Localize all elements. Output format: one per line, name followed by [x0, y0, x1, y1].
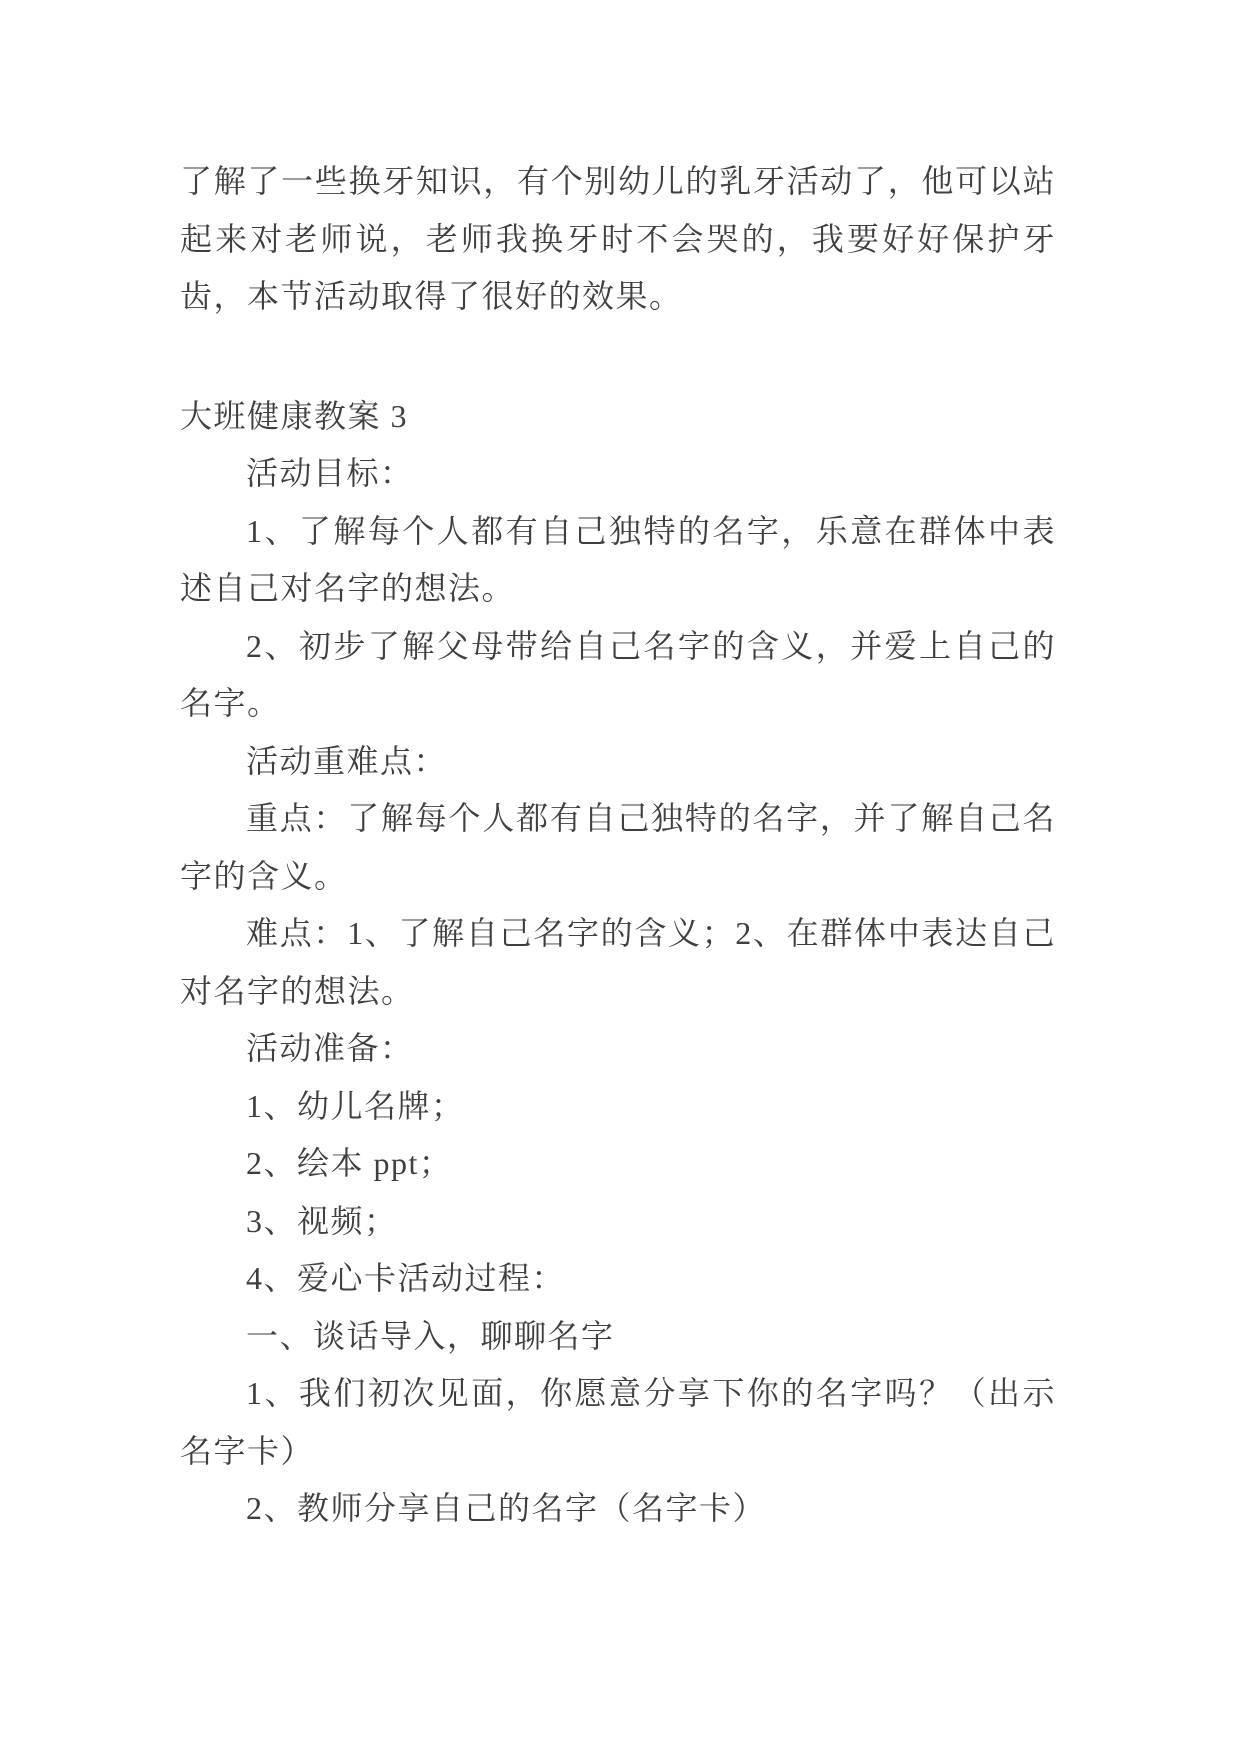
process-step-2: 2、教师分享自己的名字（名字卡）: [246, 1490, 767, 1526]
continuation-paragraph: 了解了一些换牙知识，有个别幼儿的乳牙活动了，他可以站起来对老师说，老师我换牙时不会哭的，我要好好保护牙齿，本节活动取得了很好的效果。: [180, 163, 1056, 314]
key-point: 重点：了解每个人都有自己独特的名字，并了解自己名字的含义。: [180, 800, 1056, 894]
document-content: [180, 153, 1056, 1538]
difficult-point: 难点：1、了解自己名字的含义；2、在群体中表达自己对名字的想法。: [180, 915, 1056, 1009]
preparation-label: 活动准备：: [246, 1030, 414, 1066]
goal-item-2: 2、初步了解父母带给自己名字的含义，并爱上自己的名字。: [180, 627, 1056, 721]
preparation-item-1: 1、幼儿名牌；: [246, 1087, 465, 1124]
goal-item-1: 1、了解每个人都有自己独特的名字，乐意在群体中表述自己对名字的想法。: [180, 512, 1056, 606]
key-difficult-points-label: 活动重难点：: [246, 742, 448, 779]
preparation-item-3: 3、视频；: [246, 1202, 398, 1239]
section-heading: 大班健康教案 3: [180, 397, 409, 434]
preparation-item-2: 2、绘本 ppt；: [246, 1145, 453, 1181]
preparation-item-4: 4、爱心卡活动过程：: [246, 1260, 566, 1296]
activity-goals-label: 活动目标：: [246, 455, 414, 491]
process-section-1: 一、谈话导入，聊聊名字: [246, 1317, 615, 1354]
process-step-1: 1、我们初次见面，你愿意分享下你的名字吗？（出示名字卡）: [180, 1375, 1056, 1469]
